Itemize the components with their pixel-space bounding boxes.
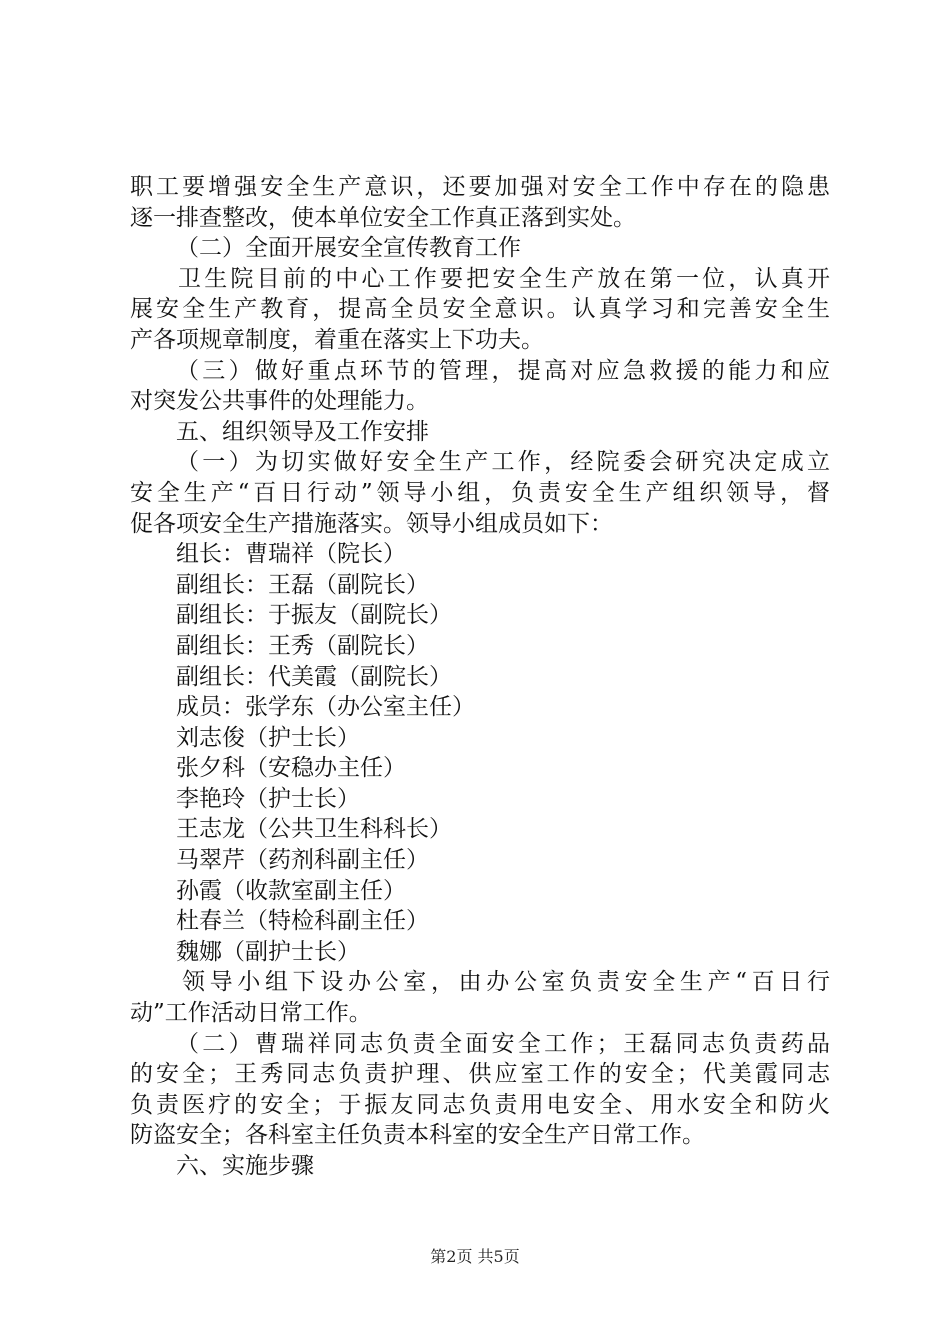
text-line: 逐一排查整改，使本单位安全工作真正落到实处。: [130, 204, 636, 231]
text-line: 展安全生产教育，提高全员安全意识。认真学习和完善安全生: [130, 296, 830, 323]
member-line: 杜春兰（特检科副主任）: [176, 908, 429, 935]
section-heading: 六、实施步骤: [176, 1153, 314, 1179]
text-line: 职工要增强安全生产意识，还要加强对安全工作中存在的隐患: [130, 174, 830, 200]
member-line: 张夕科（安稳办主任）: [176, 755, 406, 782]
member-line: 孙霞（收款室副主任）: [176, 877, 406, 904]
member-line: 刘志俊（护士长）: [176, 724, 360, 751]
member-line: 王志龙（公共卫生科科长）: [176, 816, 452, 843]
member-line: 魏娜（副护士长）: [176, 938, 360, 965]
member-line: 副组长：王秀（副院长）: [176, 632, 429, 659]
text-line: 防盗安全；各科室主任负责本科室的安全生产日常工作。: [130, 1122, 705, 1149]
page-number-footer: 第2页 共5页: [430, 1247, 520, 1266]
text-line: 卫生院目前的中心工作要把安全生产放在第一位，认真开: [178, 265, 830, 292]
member-line: 马翠芹（药剂科副主任）: [176, 847, 429, 874]
text-line: 负责医疗的安全；于振友同志负责用电安全、用水安全和防火: [130, 1091, 830, 1118]
member-line: 成员：张学东（办公室主任）: [176, 694, 475, 721]
text-line: （一）为切实做好安全生产工作，经院委会研究决定成立: [176, 449, 830, 476]
text-line: 的安全；王秀同志负责护理、供应室工作的安全；代美霞同志: [130, 1061, 830, 1088]
document-body: [130, 172, 830, 1182]
member-line: 副组长：代美霞（副院长）: [176, 663, 452, 690]
text-line: 动”工作活动日常工作。: [130, 1000, 372, 1027]
text-line: 促各项安全生产措施落实。领导小组成员如下：: [130, 510, 613, 537]
text-line: 对突发公共事件的处理能力。: [130, 388, 429, 415]
member-line: 李艳玲（护士长）: [176, 785, 360, 812]
member-line: 组长：曹瑞祥（院长）: [176, 541, 406, 568]
section-heading: （二）全面开展安全宣传教育工作: [176, 235, 521, 262]
member-line: 副组长：王磊（副院长）: [176, 571, 429, 598]
section-heading: 五、组织领导及工作安排: [176, 418, 429, 445]
text-line: （三）做好重点环节的管理，提高对应急救援的能力和应: [176, 357, 830, 384]
text-line: 产各项规章制度，着重在落实上下功夫。: [130, 326, 544, 353]
text-line: 领导小组下设办公室，由办公室负责安全生产“百日行: [182, 969, 830, 996]
member-line: 副组长：于振友（副院长）: [176, 602, 452, 629]
text-line: （二）曹瑞祥同志负责全面安全工作；王磊同志负责药品: [176, 1030, 830, 1057]
text-line: 安全生产“百日行动”领导小组，负责安全生产组织领导，督: [130, 479, 830, 506]
